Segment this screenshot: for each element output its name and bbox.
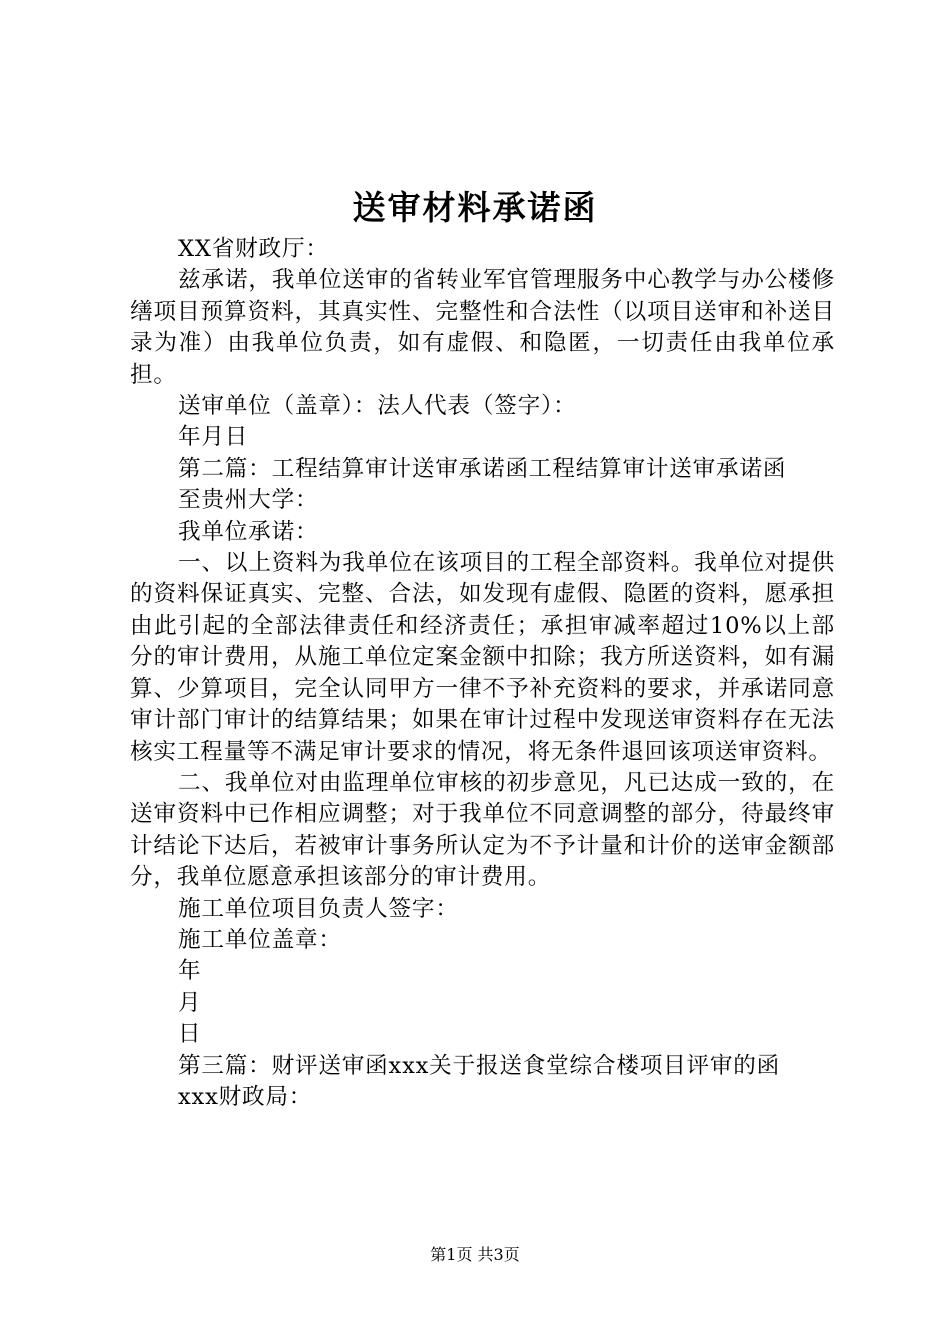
paragraph-promise-two: 二、我单位对由监理单位审核的初步意见，凡已达成一致的，在送审资料中已作相应调整；对于我单位不同意调整的部分，待最终审计结论下达后，若被审计事务所认定为不予计量和计价的送审金额部分，我单位愿意承担该部分的审计费用。 [130,769,835,891]
paragraph-signature-line: 送审单位（盖章）：法人代表（签字）： [178,393,577,420]
paragraph-month: 月 [178,989,202,1016]
page-footer: 第1页 共3页 [430,1245,520,1264]
paragraph-date: 年月日 [178,424,249,451]
paragraph-manager-signature: 施工单位项目负责人签字： [178,895,459,922]
paragraph-promise-intro: 我单位承诺： [178,518,319,545]
paragraph-section-three-heading: 第三篇：财评送审函xxx关于报送食堂综合楼项目评审的函 [178,1052,781,1079]
paragraph-salutation: XX省财政厅： [178,236,329,262]
paragraph-section-two-heading: 第二篇：工程结算审计送审承诺函工程结算审计送审承诺函 [178,455,787,482]
paragraph-promise-one: 一、以上资料为我单位在该项目的工程全部资料。我单位对提供的资料保证真实、完整、合法，如发现有虚假、隐匿的资料，愿承担由此引起的全部法律责任和经济责任；承担审减率超过10%以上部分的审计费用，从施工单位定案金额中扣除；我方所送资料，如有漏算、少算项目，完全认同甲方一律不予补充资料的要求，并承诺同意审计部门审计的结算结果；如果在审计过程中发现送审资料存在无法核实工程量等不满足审计要求的情况，将无条件退回该项送审资料。 [130,550,835,765]
paragraph-finance-bureau: xxx财政局： [178,1083,313,1110]
paragraph-day: 日 [178,1021,202,1048]
paragraph-commitment: 兹承诺，我单位送审的省转业军官管理服务中心教学与办公楼修缮项目预算资料，其真实性、完整性和合法性（以项目送审和补送目录为准）由我单位负责，如有虚假、和隐匿，一切责任由我单位承担。 [130,267,835,388]
paragraph-year: 年 [178,958,202,985]
paragraph-recipient: 至贵州大学： [178,487,319,514]
document-title: 送审材料承诺函 [352,188,598,227]
paragraph-company-seal: 施工单位盖章： [178,926,342,953]
document-body [130,234,835,1113]
